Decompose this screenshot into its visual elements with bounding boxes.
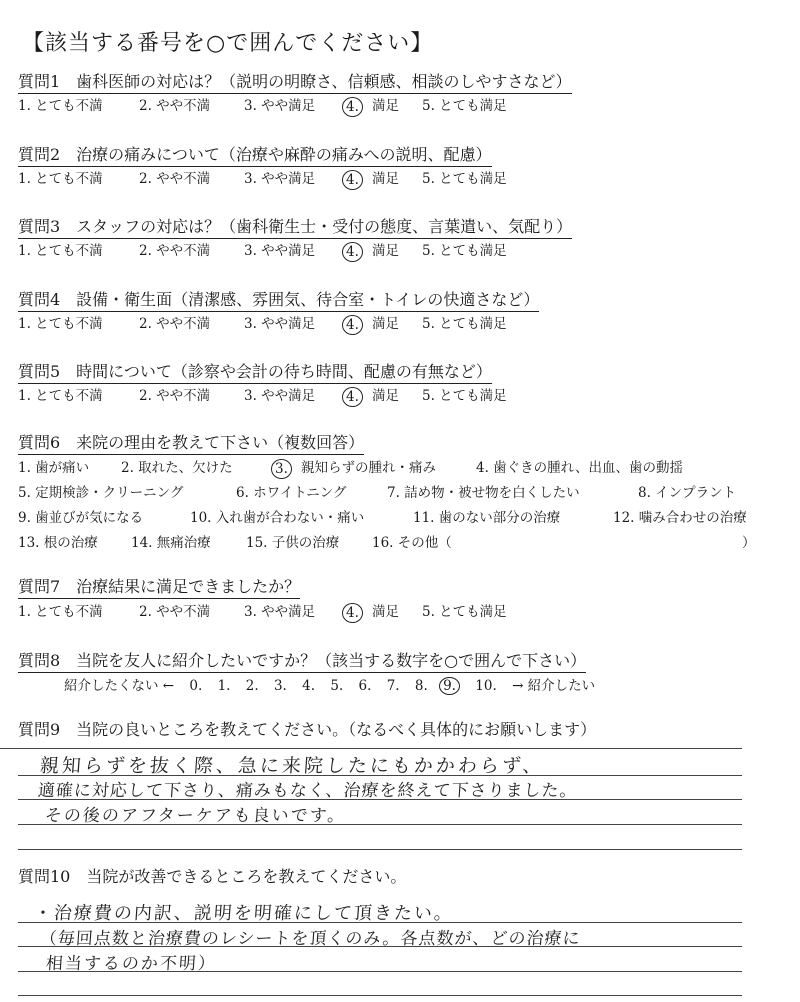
option-2[interactable]: 2. やや不満: [139, 388, 211, 404]
question-1-options: [18, 97, 618, 117]
reason-6[interactable]: 6. ホワイトニング: [236, 485, 347, 501]
q10-handwritten-line-1[interactable]: ・治療費の内訳、説明を明確にして頂きたい。: [33, 903, 455, 924]
scale-10[interactable]: 10.: [475, 678, 497, 694]
option-3[interactable]: 3. やや満足: [244, 243, 316, 259]
option-5[interactable]: 5. とても満足: [422, 98, 507, 114]
option-4-circled[interactable]: 4.: [342, 387, 363, 407]
question-7-options: [18, 603, 618, 623]
option-4-circled[interactable]: 4.: [342, 170, 363, 190]
reason-16-other[interactable]: 16. その他（: [372, 535, 452, 551]
option-1[interactable]: 1. とても不満: [18, 388, 103, 404]
scale-3[interactable]: 3.: [273, 678, 287, 694]
scale-7[interactable]: 7.: [386, 678, 400, 694]
scale-2[interactable]: 2.: [245, 678, 259, 694]
option-2[interactable]: 2. やや不満: [139, 243, 211, 259]
question-4-title: 質問4 設備・衛生面（清潔感、雰囲気、待合室・トイレの快適さなど）: [18, 290, 539, 312]
option-3[interactable]: 3. やや満足: [244, 388, 316, 404]
question-6-title: 質問6 来院の理由を教えて下さい（複数回答）: [18, 433, 364, 455]
reason-9[interactable]: 9. 歯並びが気になる: [18, 510, 144, 526]
scale-left-label: 紹介したくない ←: [64, 678, 175, 694]
option-1[interactable]: 1. とても不満: [18, 316, 103, 332]
reason-4[interactable]: 4. 歯ぐきの腫れ、出血、歯の動揺: [476, 460, 683, 476]
option-4-label: 満足: [372, 604, 399, 620]
option-5[interactable]: 5. とても満足: [422, 171, 507, 187]
option-5[interactable]: 5. とても満足: [422, 388, 507, 404]
option-4-circled[interactable]: 4.: [342, 242, 363, 262]
option-4-circled[interactable]: 4.: [342, 603, 363, 623]
reason-7[interactable]: 7. 詰め物・被せ物を白くしたい: [387, 485, 580, 501]
reason-1[interactable]: 1. 歯が痛い: [18, 460, 90, 476]
option-2[interactable]: 2. やや不満: [139, 316, 211, 332]
question-8-scale: [64, 677, 606, 695]
option-3[interactable]: 3. やや満足: [244, 98, 316, 114]
scale-1[interactable]: 1.: [217, 678, 231, 694]
scale-right-label: → 紹介したい: [512, 678, 596, 694]
option-5[interactable]: 5. とても満足: [422, 243, 507, 259]
option-4-label: 満足: [372, 243, 399, 259]
q10-handwritten-line-2[interactable]: （毎回点数と治療費のレシートを頂くのみ。各点数が、どの治療に: [39, 929, 582, 949]
q10-handwritten-line-3[interactable]: 相当するのか不明）: [45, 954, 218, 974]
scale-0[interactable]: 0.: [189, 678, 203, 694]
question-6-reasons-row-2: [18, 484, 778, 504]
reason-2[interactable]: 2. 取れた、欠けた: [121, 460, 233, 476]
option-1[interactable]: 1. とても不満: [18, 243, 103, 259]
reason-14[interactable]: 14. 無痛治療: [131, 535, 211, 551]
answer-line: [18, 995, 742, 996]
option-4-circled[interactable]: 4.: [342, 97, 363, 117]
option-5[interactable]: 5. とても満足: [422, 604, 507, 620]
option-2[interactable]: 2. やや不満: [139, 171, 211, 187]
question-2-options: [18, 170, 618, 190]
option-4-label: 満足: [372, 388, 399, 404]
reason-10[interactable]: 10. 入れ歯が合わない・痛い: [190, 510, 365, 526]
reason-15[interactable]: 15. 子供の治療: [246, 535, 340, 551]
option-4-label: 満足: [372, 171, 399, 187]
question-4-options: [18, 315, 618, 335]
reason-3-label: 親知らずの腫れ・痛み: [301, 460, 436, 476]
question-9-title: 質問9 当院の良いところを教えてください。（なるべく具体的にお願いします）: [18, 720, 597, 739]
question-3-options: [18, 242, 618, 262]
answer-line: [0, 748, 742, 749]
option-1[interactable]: 1. とても不満: [18, 604, 103, 620]
option-3[interactable]: 3. やや満足: [244, 171, 316, 187]
option-5[interactable]: 5. とても満足: [422, 316, 507, 332]
question-10-title: 質問10 当院が改善できるところを教えてください。: [18, 867, 407, 886]
option-3[interactable]: 3. やや満足: [244, 604, 316, 620]
reason-8[interactable]: 8. インプラント: [638, 485, 737, 501]
question-6-reasons-row-3: [18, 509, 778, 529]
reason-13[interactable]: 13. 根の治療: [18, 535, 98, 551]
q9-handwritten-line-2[interactable]: 適確に対応して下さり、痛みもなく、治療を終えて下さりました。: [37, 781, 579, 801]
reason-3-circled[interactable]: 3.: [271, 459, 292, 479]
option-4-label: 満足: [372, 316, 399, 332]
option-1[interactable]: 1. とても不満: [18, 98, 103, 114]
question-5-title: 質問5 時間について（診察や会計の待ち時間、配慮の有無など）: [18, 362, 492, 384]
option-2[interactable]: 2. やや不満: [139, 98, 211, 114]
scale-4[interactable]: 4.: [302, 678, 316, 694]
option-3[interactable]: 3. やや満足: [244, 316, 316, 332]
option-1[interactable]: 1. とても不満: [18, 171, 103, 187]
question-7-title: 質問7 治療結果に満足できましたか？: [18, 577, 300, 599]
q9-handwritten-line-3[interactable]: その後のアフターケアも良いです。: [44, 806, 347, 826]
question-6-reasons-row-4: [18, 534, 778, 554]
q9-handwritten-line-1[interactable]: 親知らずを抜く際、急に来院したにもかかわらず、: [39, 755, 546, 777]
answer-line: [18, 849, 742, 850]
scale-8[interactable]: 8.: [414, 678, 428, 694]
question-6-reasons-row-1: [18, 459, 778, 479]
reason-16-close-paren: ）: [742, 535, 756, 551]
question-1-title: 質問1 歯科医師の対応は？（説明の明瞭さ、信頼感、相談のしやすさなど）: [18, 72, 572, 94]
option-4-label: 満足: [372, 98, 399, 114]
reason-11[interactable]: 11. 歯のない部分の治療: [413, 510, 561, 526]
reason-12[interactable]: 12. 噛み合わせの治療: [613, 510, 747, 526]
question-5-options: [18, 387, 618, 407]
question-3-title: 質問3 スタッフの対応は？（歯科衛生士・受付の態度、言葉遣い、気配り）: [18, 217, 572, 239]
reason-5[interactable]: 5. 定期検診・クリーニング: [18, 485, 184, 501]
scale-9-circled[interactable]: 9.: [439, 677, 460, 695]
question-8-title: 質問8 当院を友人に紹介したいですか？（該当する数字を○で囲んで下さい）: [18, 651, 586, 673]
scale-6[interactable]: 6.: [358, 678, 372, 694]
option-4-circled[interactable]: 4.: [342, 315, 363, 335]
form-instruction-header: 【該当する番号を○で囲んでください】: [22, 31, 434, 56]
option-2[interactable]: 2. やや不満: [139, 604, 211, 620]
scale-5[interactable]: 5.: [330, 678, 344, 694]
question-2-title: 質問2 治療の痛みについて（治療や麻酔の痛みへの説明、配慮）: [18, 145, 492, 167]
